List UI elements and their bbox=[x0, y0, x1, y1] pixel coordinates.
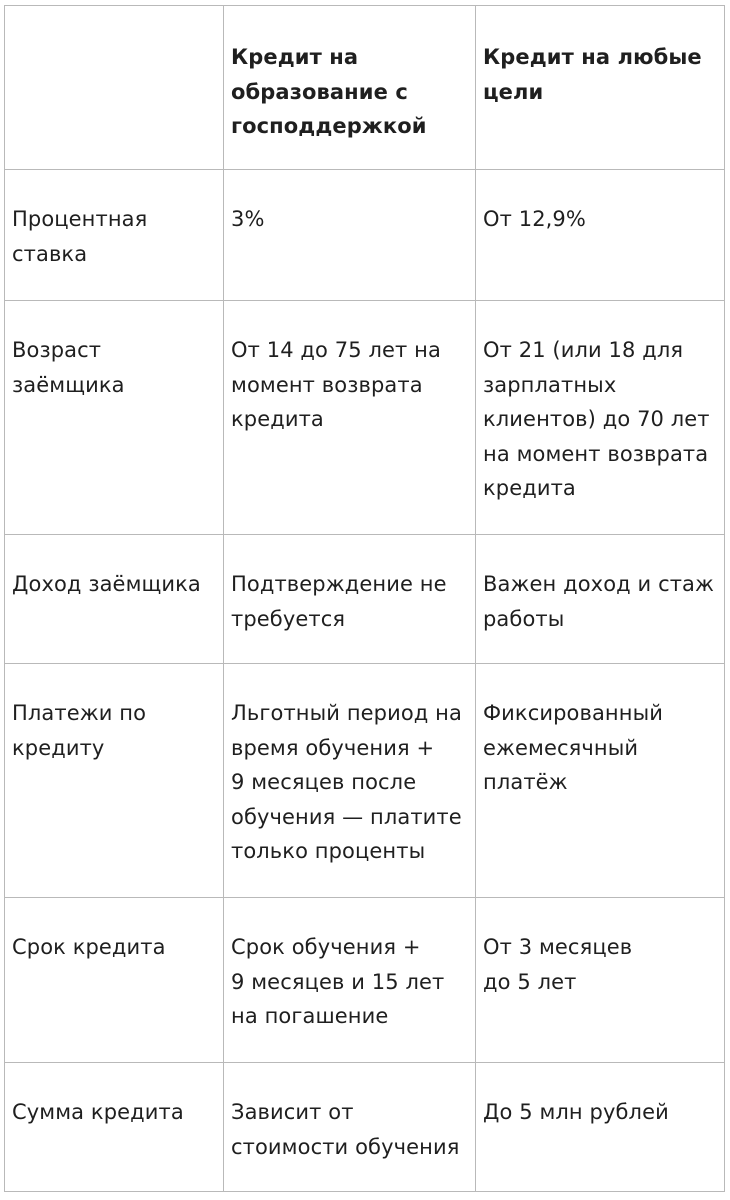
table-row bbox=[5, 898, 725, 1063]
any-purpose-loan-cell bbox=[476, 664, 725, 898]
education-loan-cell bbox=[224, 1063, 476, 1192]
any-purpose-loan-cell bbox=[476, 898, 725, 1063]
education-loan-value: Зависит от стоимости обучения bbox=[231, 1100, 460, 1159]
education-loan-cell bbox=[224, 535, 476, 664]
row-label: Срок кредита bbox=[12, 935, 166, 959]
education-loan-cell bbox=[224, 664, 476, 898]
any-purpose-loan-cell bbox=[476, 301, 725, 535]
any-purpose-loan-value: От 21 (или 18 для зарплатных клиентов) до 70 лет на момент возврата кредита bbox=[483, 338, 710, 501]
row-label-cell bbox=[5, 301, 224, 535]
row-label-cell bbox=[5, 664, 224, 898]
table-row bbox=[5, 301, 725, 535]
any-purpose-loan-cell bbox=[476, 1063, 725, 1192]
any-purpose-loan-value: От 3 месяцев до 5 лет bbox=[483, 935, 633, 994]
header-education-loan-label: Кредит на образование с господдержкой bbox=[231, 45, 427, 139]
education-loan-value: Срок обучения + 9 месяцев и 15 лет на погашение bbox=[231, 935, 445, 1029]
header-empty-cell bbox=[5, 6, 224, 170]
row-label: Процентная ставка bbox=[12, 207, 148, 266]
education-loan-cell bbox=[224, 898, 476, 1063]
row-label-cell bbox=[5, 1063, 224, 1192]
row-label-cell bbox=[5, 170, 224, 301]
table-header-row bbox=[5, 6, 725, 170]
table-row bbox=[5, 170, 725, 301]
education-loan-cell bbox=[224, 170, 476, 301]
row-label-cell bbox=[5, 898, 224, 1063]
header-any-purpose-loan-label: Кредит на любые цели bbox=[483, 45, 702, 104]
education-loan-value: От 14 до 75 лет на момент возврата кредита bbox=[231, 338, 441, 432]
table-row bbox=[5, 535, 725, 664]
header-any-purpose-loan bbox=[476, 6, 725, 170]
row-label: Доход заёмщика bbox=[12, 572, 201, 596]
row-label-cell bbox=[5, 535, 224, 664]
row-label: Платежи по кредиту bbox=[12, 701, 147, 760]
any-purpose-loan-value: До 5 млн рублей bbox=[483, 1100, 669, 1124]
education-loan-value: Льготный период на время обучения + 9 месяцев после обучения — платите только проценты bbox=[231, 701, 462, 864]
education-loan-value: 3% bbox=[231, 207, 265, 231]
table-row bbox=[5, 1063, 725, 1192]
education-loan-cell bbox=[224, 301, 476, 535]
table-row bbox=[5, 664, 725, 898]
any-purpose-loan-value: Важен доход и стаж работы bbox=[483, 572, 715, 631]
any-purpose-loan-value: Фиксированный ежемесячный платёж bbox=[483, 701, 664, 795]
row-label: Сумма кредита bbox=[12, 1100, 184, 1124]
header-education-loan bbox=[224, 6, 476, 170]
row-label: Возраст заёмщика bbox=[12, 338, 125, 397]
education-loan-value: Подтверждение не требуется bbox=[231, 572, 447, 631]
any-purpose-loan-cell bbox=[476, 535, 725, 664]
loan-comparison-table bbox=[4, 5, 725, 1192]
any-purpose-loan-value: От 12,9% bbox=[483, 207, 586, 231]
any-purpose-loan-cell bbox=[476, 170, 725, 301]
